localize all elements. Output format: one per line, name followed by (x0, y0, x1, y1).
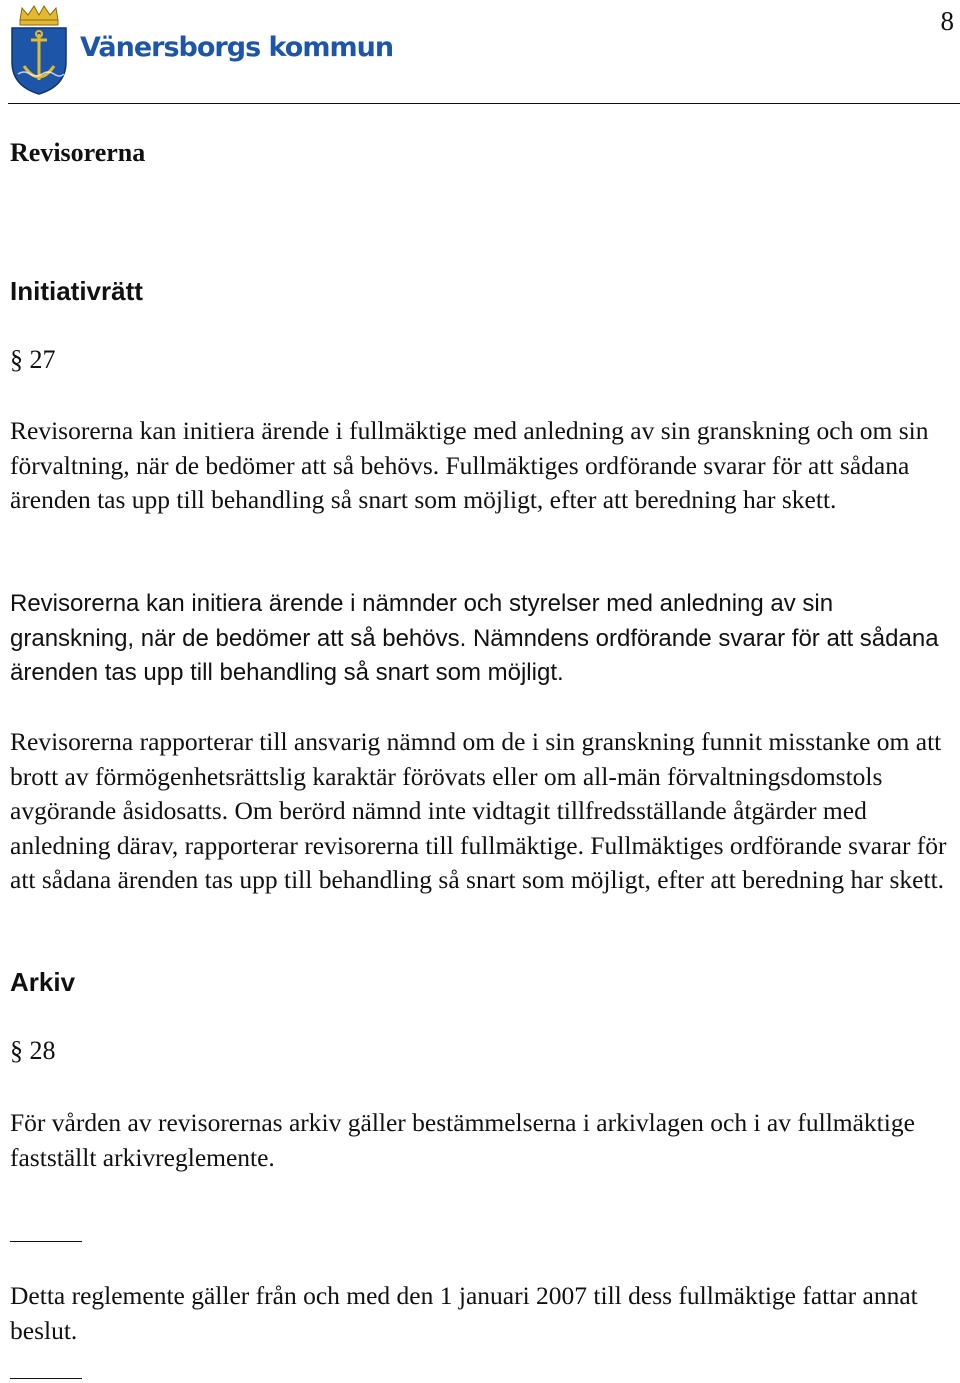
separator-line (10, 1241, 82, 1242)
paragraph: Revisorerna rapporterar till ansvarig nämnd om de i sin granskning funnit misstanke om att brott av förmögenhetsrättslig karaktär förövats eller om all-män förvaltningsdomstols avgörande åsidosatts. Om berörd nämnd inte vidtagit tillfredsställande åtgärder med anledning därav, rapporterar revisorerna till fullmäktige. Fullmäktiges ordförande svarar för att sådana ärenden tas upp till behandling så snart som möjligt, efter att beredning har skett. (10, 727, 947, 894)
chapter-title: Revisorerna (10, 138, 146, 167)
separator-line (10, 1378, 82, 1379)
section-symbol: § (10, 345, 23, 374)
closing-paragraph: Detta reglemente gäller från och med den 1 januari 2007 till dess fullmäktige fattar annat beslut. (10, 1281, 918, 1345)
section-paragraph-number (10, 345, 56, 375)
paragraph: Revisorerna kan initiera ärende i nämnder och styrelser med anledning av sin granskning, när de bedömer att så behövs. Nämndens ordförande svarar för att sådana ärenden tas upp till behandling så snart som möjligt. (10, 590, 939, 686)
header-divider (8, 103, 960, 104)
section-heading: Arkiv (10, 967, 76, 997)
municipality-logo (8, 4, 394, 96)
paragraph: Revisorerna kan initiera ärende i fullmäktige med anledning av sin granskning och om sin förvaltning, när de bedömer att så behövs. Fullmäktiges ordförande svarar för att sådana ärenden tas upp till behandling så snart som möjligt, efter att beredning har skett. (10, 416, 929, 514)
paragraph: För vården av revisorernas arkiv gäller bestämmelserna i arkivlagen och i av fullmäktige fastställt arkivreglemente. (10, 1108, 915, 1172)
logo-text: Vänersborgs kommun (80, 32, 394, 63)
section-symbol: § (10, 1036, 23, 1065)
page-number: 8 (940, 6, 954, 36)
section-number: 28 (29, 1036, 56, 1065)
section-number: 27 (29, 345, 56, 374)
section-paragraph-number (10, 1036, 56, 1066)
coat-of-arms-icon (8, 4, 70, 96)
section-heading: Initiativrätt (10, 276, 143, 306)
